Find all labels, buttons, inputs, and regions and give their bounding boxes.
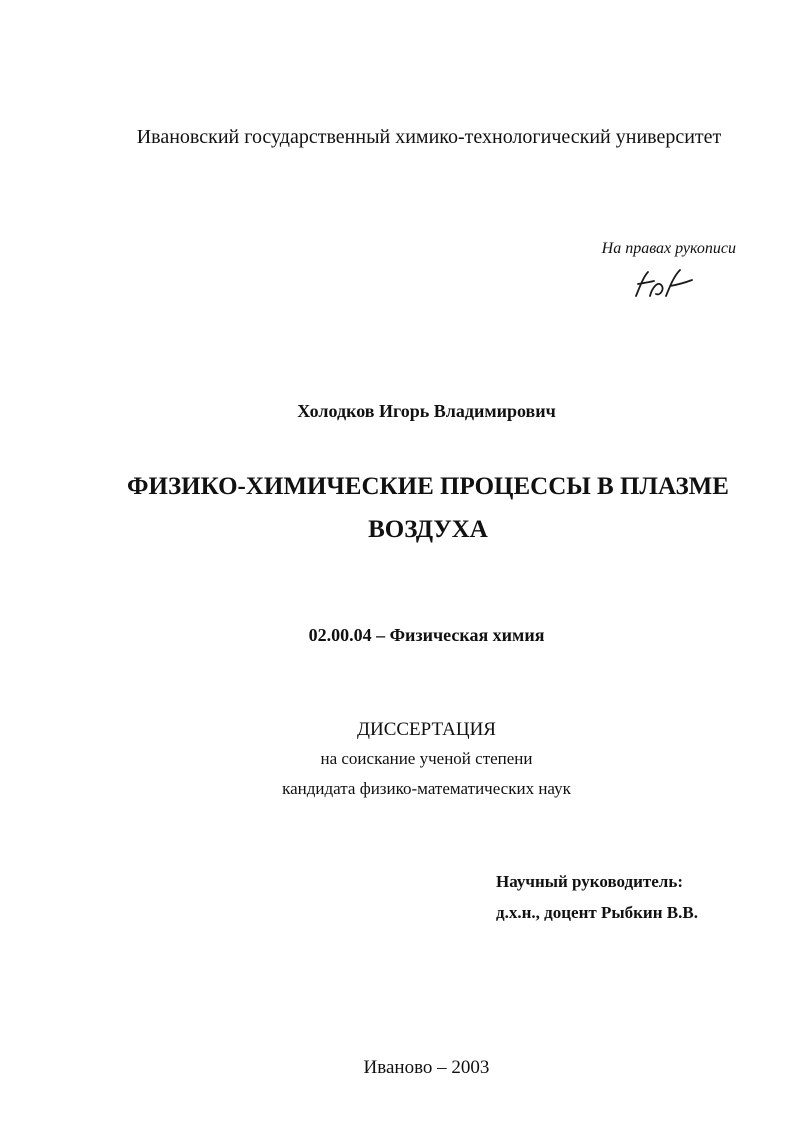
city-year: Иваново – 2003: [363, 1057, 490, 1078]
university-name: Ивановский государственный химико-технологический университет: [136, 126, 722, 148]
manuscript-note: На правах рукописи: [601, 240, 736, 257]
degree-purpose-line-2: кандидата физико-математических наук: [282, 779, 571, 798]
supervisor-label: Научный руководитель:: [496, 872, 683, 891]
specialty-code: 02.00.04 – Физическая химия: [308, 625, 545, 645]
degree-purpose-line-1: на соискание ученой степени: [320, 749, 533, 768]
document-type: ДИССЕРТАЦИЯ: [357, 719, 496, 740]
author-name: Холодков Игорь Владимирович: [297, 401, 556, 421]
dissertation-title-line-1: ФИЗИКО-ХИМИЧЕСКИЕ ПРОЦЕССЫ В ПЛАЗМЕ: [127, 473, 729, 500]
dissertation-title-line-2: ВОЗДУХА: [368, 516, 488, 543]
supervisor-name: д.х.н., доцент Рыбкин В.В.: [496, 903, 698, 922]
signature-icon: [630, 266, 694, 302]
